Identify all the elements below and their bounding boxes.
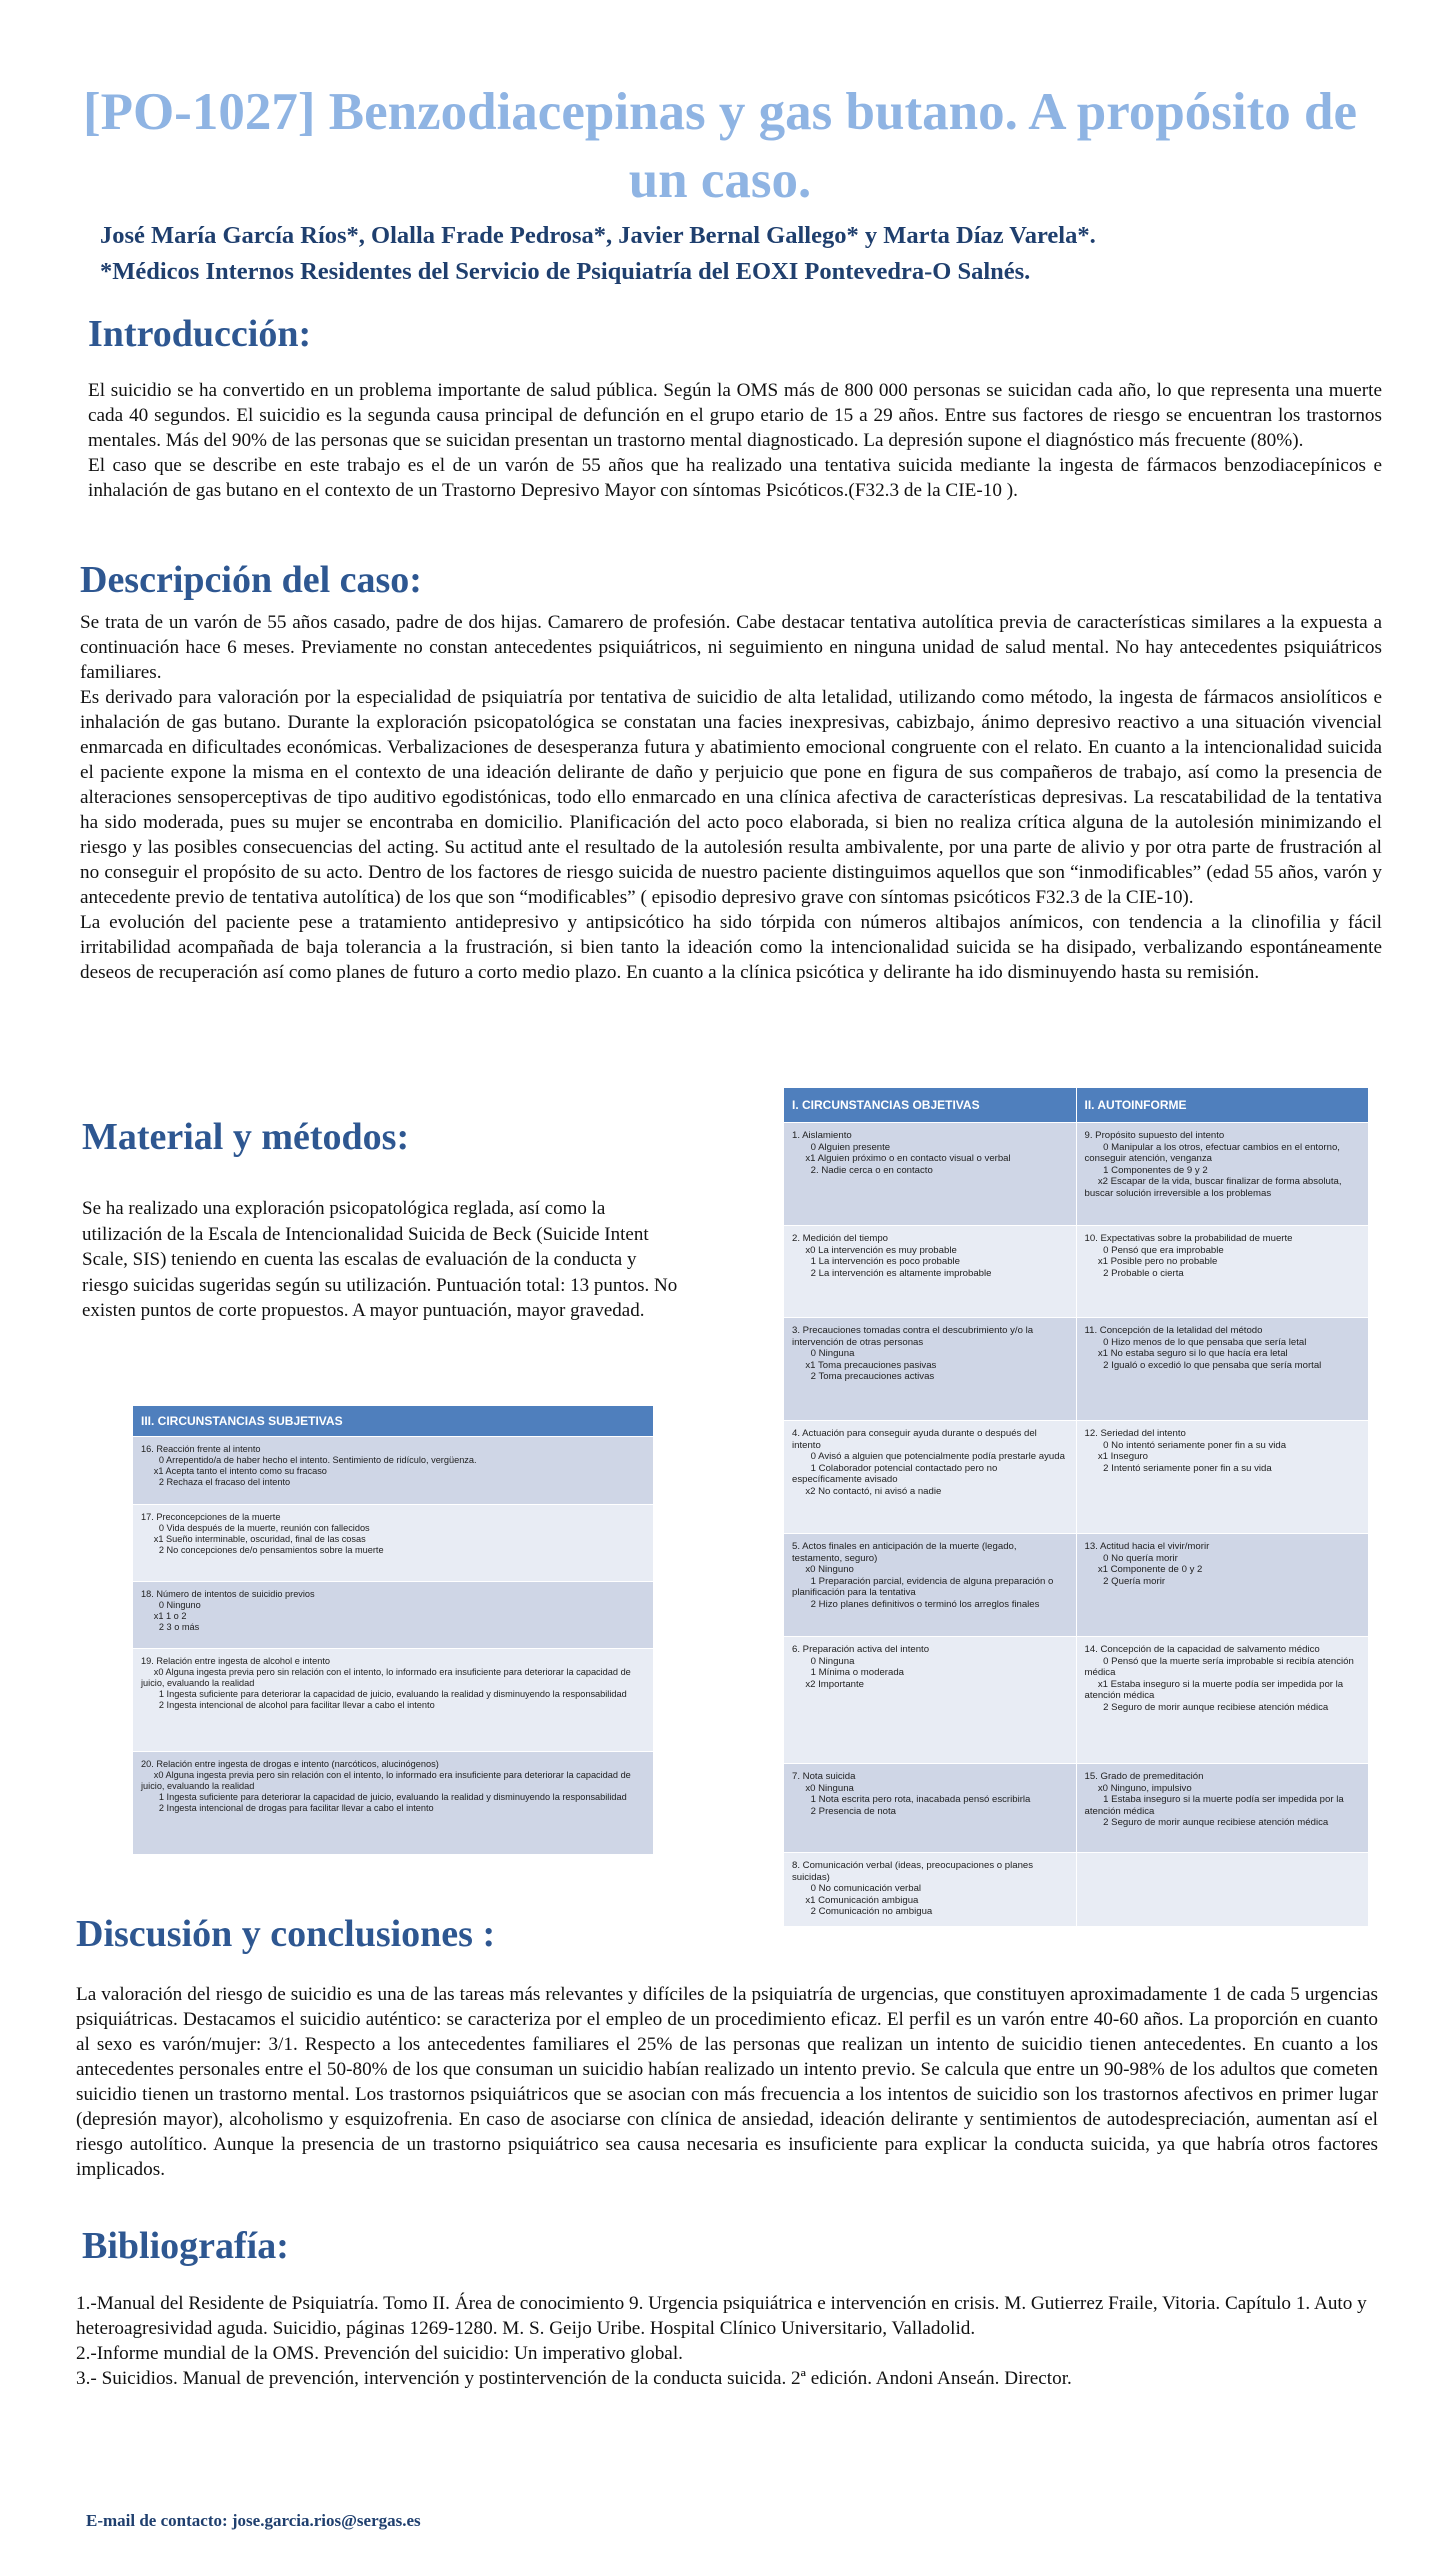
discussion-paragraph: La valoración del riesgo de suicidio es una de las tareas más relevantes y difíciles de la psiquiatría de urgencias, que constituyen aproximadamente 1 de cada 5 urgencias psiquiátricas. Destacamos el suicidio auténtico: se caracteriza por el empleo de un procedimiento eficaz. El perfil es un varón entre 40-60 años. La proporción en cuanto al sexo es varón/mujer: 3/1. Respecto a los antecedentes familiares el 25% de las personas que realizan un intento de suicidio tienen antecedentes. En cuanto a los antecedentes personales entre el 50-80% de los que consuman un suicidio habían realizado un intento previo. Se calcula que entre un 90-98% de los adultos que cometen suicidio tienen un trastorno mental. Los trastornos psiquiátricos que se asocian con más frecuencia a los intentos de suicidio son los trastornos afectivos en primer lugar (depresión mayor), alcoholismo y esquizofrenia. En caso de asociarse con clínica de ansiedad, ideación delirante y sentimientos de autodespreciación, aumentan así el riesgo autolítico. Aunque la presencia de un trastorno psiquiátrico sea causa necesaria es insuficiente para explicar la conducta suicida, ya que habría otros factores implicados. bbox=[76, 1984, 1378, 2180]
self-report-item-cell: 15. Grado de premeditación x0 Ninguno, impulsivo 1 Estaba inseguro si la muerte podía ser impedida por la atención médica 2 Seguro de morir aunque recibiese atención médica bbox=[1076, 1764, 1369, 1853]
objective-table-row bbox=[784, 1637, 1369, 1764]
objective-item-cell: 7. Nota suicida x0 Ninguna 1 Nota escrita pero rota, inacabada pensó escribirla 2 Presencia de nota bbox=[784, 1764, 1077, 1853]
objective-table-row bbox=[784, 1226, 1369, 1318]
self-report-item-cell: 9. Propósito supuesto del intento 0 Manipular a los otros, efectuar cambios en el entorno, conseguir atención, venganza 1 Componentes de 9 y 2 x2 Escapar de la vida, buscar finalizar de forma absoluta, buscar solución irreversible a los problemas bbox=[1076, 1123, 1369, 1226]
objective-item-cell: 1. Aislamiento 0 Alguien presente x1 Alguien próximo o en contacto visual o verbal 2. Nadie cerca o en contacto bbox=[784, 1123, 1077, 1226]
discussion-heading: Discusión y conclusiones : bbox=[76, 1913, 496, 1955]
self-report-item-cell bbox=[1076, 1853, 1369, 1927]
intro-paragraph-2: El caso que se describe en este trabajo es el de un varón de 55 años que ha realizado una tentativa suicida mediante la ingesta de fármacos benzodiacepínicos e inhalación de gas butano en el contexto de un Trastorno Depresivo Mayor con síntomas Psicóticos.(F32.3 de la CIE-10 ). bbox=[88, 455, 1382, 501]
subjective-item-cell: 16. Reacción frente al intento 0 Arrepentido/a de haber hecho el intento. Sentimiento de ridículo, vergüenza. x1 Acepta tanto el intento como su fracaso 2 Rechaza el fracaso del intento bbox=[133, 1437, 654, 1505]
objective-table-row bbox=[784, 1421, 1369, 1534]
case-paragraph-1: Se trata de un varón de 55 años casado, padre de dos hijas. Camarero de profesión. Cabe destacar tentativa autolítica previa de características similares a la expuesta a continuación hace 6 meses. Previamente no constan antecedentes psiquiátricos, ni seguimiento en ninguna unidad de salud mental. No hay antecedentes psiquiátricos familiares. bbox=[80, 612, 1382, 683]
intro-text bbox=[88, 378, 1382, 503]
contact-email[interactable]: E-mail de contacto: jose.garcia.rios@sergas.es bbox=[86, 2511, 421, 2530]
objective-table-row bbox=[784, 1318, 1369, 1421]
objective-table-header-col2: II. AUTOINFORME bbox=[1076, 1088, 1369, 1123]
objective-table-row bbox=[784, 1123, 1369, 1226]
subjective-item-cell: 20. Relación entre ingesta de drogas e intento (narcóticos, alucinógenos) x0 Alguna ingesta previa pero sin relación con el intento, lo informado era insuficiente para deteriorar la capacidad de juicio, evaluando la realidad 1 Ingesta suficiente para deteriorar la capacidad de juicio, evaluando la realidad y disminuyendo la responsabilidad 2 Ingesta intencional de drogas para facilitar llevar a cabo el intento bbox=[133, 1752, 654, 1855]
subjective-circumstances-table bbox=[132, 1405, 654, 1855]
subjective-table-row bbox=[133, 1752, 654, 1855]
objective-table-row bbox=[784, 1764, 1369, 1853]
self-report-item-cell: 14. Concepción de la capacidad de salvamento médico 0 Pensó que la muerte sería improbable si recibía atención médica x1 Estaba inseguro si la muerte podía ser impedida por la atención médica 2 Seguro de morir aunque recibiese atención médica bbox=[1076, 1637, 1369, 1764]
subjective-item-cell: 18. Número de intentos de suicidio previos 0 Ninguno x1 1 o 2 2 3 o más bbox=[133, 1582, 654, 1649]
bibliography-item-1: 1.-Manual del Residente de Psiquiatría. Tomo II. Área de conocimiento 9. Urgencia psiquiátrica e intervención en crisis. M. Gutierrez Fraile, Vitoria. Capítulo 1. Auto y heteroagresividad aguda. Suicidio, páginas 1269-1280. M. S. Geijo Uribe. Hospital Clínico Universitario, Valladolid. bbox=[76, 2293, 1367, 2339]
bibliography-heading: Bibliografía: bbox=[82, 2225, 289, 2267]
case-heading: Descripción del caso: bbox=[80, 559, 422, 601]
subjective-table-header: III. CIRCUNSTANCIAS SUBJETIVAS bbox=[133, 1406, 654, 1437]
discussion-text bbox=[76, 1982, 1378, 2182]
subjective-table-row bbox=[133, 1437, 654, 1505]
bibliography-item-3: 3.- Suicidios. Manual de prevención, intervención y postintervención de la conducta suicida. 2ª edición. Andoni Anseán. Director. bbox=[76, 2368, 1072, 2389]
methods-text bbox=[82, 1196, 678, 1324]
methods-heading: Material y métodos: bbox=[82, 1116, 410, 1158]
subjective-table-row bbox=[133, 1582, 654, 1649]
self-report-item-cell: 11. Concepción de la letalidad del método 0 Hizo menos de lo que pensaba que sería letal x1 No estaba seguro si lo que hacía era letal 2 Igualó o excedió lo que pensaba que sería mortal bbox=[1076, 1318, 1369, 1421]
authors-names: José María García Ríos*, Olalla Frade Pedrosa*, Javier Bernal Gallego* y Marta Díaz Varela*. bbox=[100, 222, 1096, 249]
objective-item-cell: 8. Comunicación verbal (ideas, preocupaciones o planes suicidas) 0 No comunicación verbal x1 Comunicación ambigua 2 Comunicación no ambigua bbox=[784, 1853, 1077, 1927]
objective-table-row bbox=[784, 1534, 1369, 1637]
objective-item-cell: 3. Precauciones tomadas contra el descubrimiento y/o la intervención de otras personas 0 Ninguna x1 Toma precauciones pasivas 2 Toma precauciones activas bbox=[784, 1318, 1077, 1421]
subjective-item-cell: 17. Preconcepciones de la muerte 0 Vida después de la muerte, reunión con fallecidos x1 Sueño interminable, oscuridad, final de las cosas 2 No concepciones de/o pensamientos sobre la muerte bbox=[133, 1505, 654, 1582]
objective-circumstances-table bbox=[783, 1087, 1369, 1927]
objective-table-header-col1: I. CIRCUNSTANCIAS OBJETIVAS bbox=[784, 1088, 1077, 1123]
poster-title: [PO-1027] Benzodiacepinas y gas butano. A propósito de un caso. bbox=[82, 83, 1358, 209]
objective-item-cell: 2. Medición del tiempo x0 La intervención es muy probable 1 La intervención es poco probable 2 La intervención es altamente improbable bbox=[784, 1226, 1077, 1318]
case-paragraph-3: La evolución del paciente pese a tratamiento antidepresivo y antipsicótico ha sido tórpida con números altibajos anímicos, con tendencia a la clinofilia y fácil irritabilidad acompañada de baja tolerancia a la frustración, si bien tanto la ideación como la intencionalidad suicida se ha disipado, verbalizando espontáneamente deseos de recuperación así como planes de futuro a corto medio plazo. En cuanto a la clínica psicótica y delirante ha ido disminuyendo hasta su remisión. bbox=[80, 912, 1382, 983]
self-report-item-cell: 12. Seriedad del intento 0 No intentó seriamente poner fin a su vida x1 Inseguro 2 Intentó seriamente poner fin a su vida bbox=[1076, 1421, 1369, 1534]
methods-paragraph: Se ha realizado una exploración psicopatológica reglada, así como la utilización de la Escala de Intencionalidad Suicida de Beck (Suicide Intent Scale, SIS) teniendo en cuenta las escalas de evaluación de la conducta y riesgo suicidas sugeridas según su utilización. Puntuación total: 13 puntos. No existen puntos de corte propuestos. A mayor puntuación, mayor gravedad. bbox=[82, 1198, 678, 1321]
case-text bbox=[80, 610, 1382, 985]
objective-table-row bbox=[784, 1853, 1369, 1927]
intro-paragraph-1: El suicidio se ha convertido en un problema importante de salud pública. Según la OMS más de 800 000 personas se suicidan cada año, lo que representa una muerte cada 40 segundos. El suicidio es la segunda causa principal de defunción en el grupo etario de 15 a 29 años. Entre sus factores de riesgo se encuentran los trastornos mentales. Más del 90% de las personas que se suicidan presentan un trastorno mental diagnosticado. La depresión supone el diagnóstico más frecuente (80%). bbox=[88, 380, 1382, 451]
case-paragraph-2: Es derivado para valoración por la especialidad de psiquiatría por tentativa de suicidio de alta letalidad, utilizando como método, la ingesta de fármacos ansiolíticos e inhalación de gas butano. Durante la exploración psicopatológica se constatan una facies inexpresivas, cabizbajo, ánimo depresivo reactivo a una situación vivencial enmarcada en dificultades económicas. Verbalizaciones de desesperanza futura y abatimiento emocional congruente con el relato. En cuanto a la intencionalidad suicida el paciente expone la misma en el contexto de una ideación delirante de daño y perjuicio que pone en figura de sus compañeros de trabajo, así como la presencia de alteraciones sensoperceptivas de tipo auditivo egodistónicas, todo ello enmarcado en una clínica afectiva de características depresivas. La rescatabilidad de la tentativa ha sido moderada, pues su mujer se encontraba en domicilio. Planificación del acto poco elaborada, si bien no realiza crítica alguna de la autolesión minimizando el riesgo y las posibles consecuencias del acting. Su actitud ante el resultado de la autolesión resulta ambivalente, por una parte de alivio y por otra parte de frustración al no conseguir el propósito de su acto. Dentro de los factores de riesgo suicida de nuestro paciente distinguimos aquellos que son “inmodificables” (edad 55 años, varón y antecedente previo de tentativa autolítica) de los que son “modificables” ( episodio depresivo grave con síntomas psicóticos F32.3 de la CIE-10). bbox=[80, 687, 1382, 908]
intro-heading: Introducción: bbox=[88, 313, 312, 355]
subjective-table-row bbox=[133, 1505, 654, 1582]
objective-item-cell: 6. Preparación activa del intento 0 Ninguna 1 Mínima o moderada x2 Importante bbox=[784, 1637, 1077, 1764]
self-report-item-cell: 13. Actitud hacia el vivir/morir 0 No quería morir x1 Componente de 0 y 2 2 Quería morir bbox=[1076, 1534, 1369, 1637]
authors-block bbox=[100, 218, 1360, 290]
bibliography-list bbox=[76, 2291, 1376, 2391]
subjective-item-cell: 19. Relación entre ingesta de alcohol e intento x0 Alguna ingesta previa pero sin relación con el intento, lo informado era insuficiente para deteriorar la capacidad de juicio, evaluando la realidad 1 Ingesta suficiente para deteriorar la capacidad de juicio, evaluando la realidad y disminuyendo la responsabilidad 2 Ingesta intencional de alcohol para facilitar llevar a cabo el intento bbox=[133, 1649, 654, 1752]
objective-item-cell: 5. Actos finales en anticipación de la muerte (legado, testamento, seguro) x0 Ninguno 1 Preparación parcial, evidencia de alguna preparación o planificación para la tentativa 2 Hizo planes definitivos o terminó los arreglos finales bbox=[784, 1534, 1077, 1637]
authors-affiliation: *Médicos Internos Residentes del Servicio de Psiquiatría del EOXI Pontevedra-O Salnés. bbox=[100, 258, 1031, 285]
bibliography-item-2: 2.-Informe mundial de la OMS. Prevención del suicidio: Un imperativo global. bbox=[76, 2343, 683, 2364]
self-report-item-cell: 10. Expectativas sobre la probabilidad de muerte 0 Pensó que era improbable x1 Posible pero no probable 2 Probable o cierta bbox=[1076, 1226, 1369, 1318]
subjective-table-row bbox=[133, 1649, 654, 1752]
objective-item-cell: 4. Actuación para conseguir ayuda durante o después del intento 0 Avisó a alguien que potencialmente podía prestarle ayuda 1 Colaborador potencial contactado pero no específicamente avisado x2 No contactó, ni avisó a nadie bbox=[784, 1421, 1077, 1534]
